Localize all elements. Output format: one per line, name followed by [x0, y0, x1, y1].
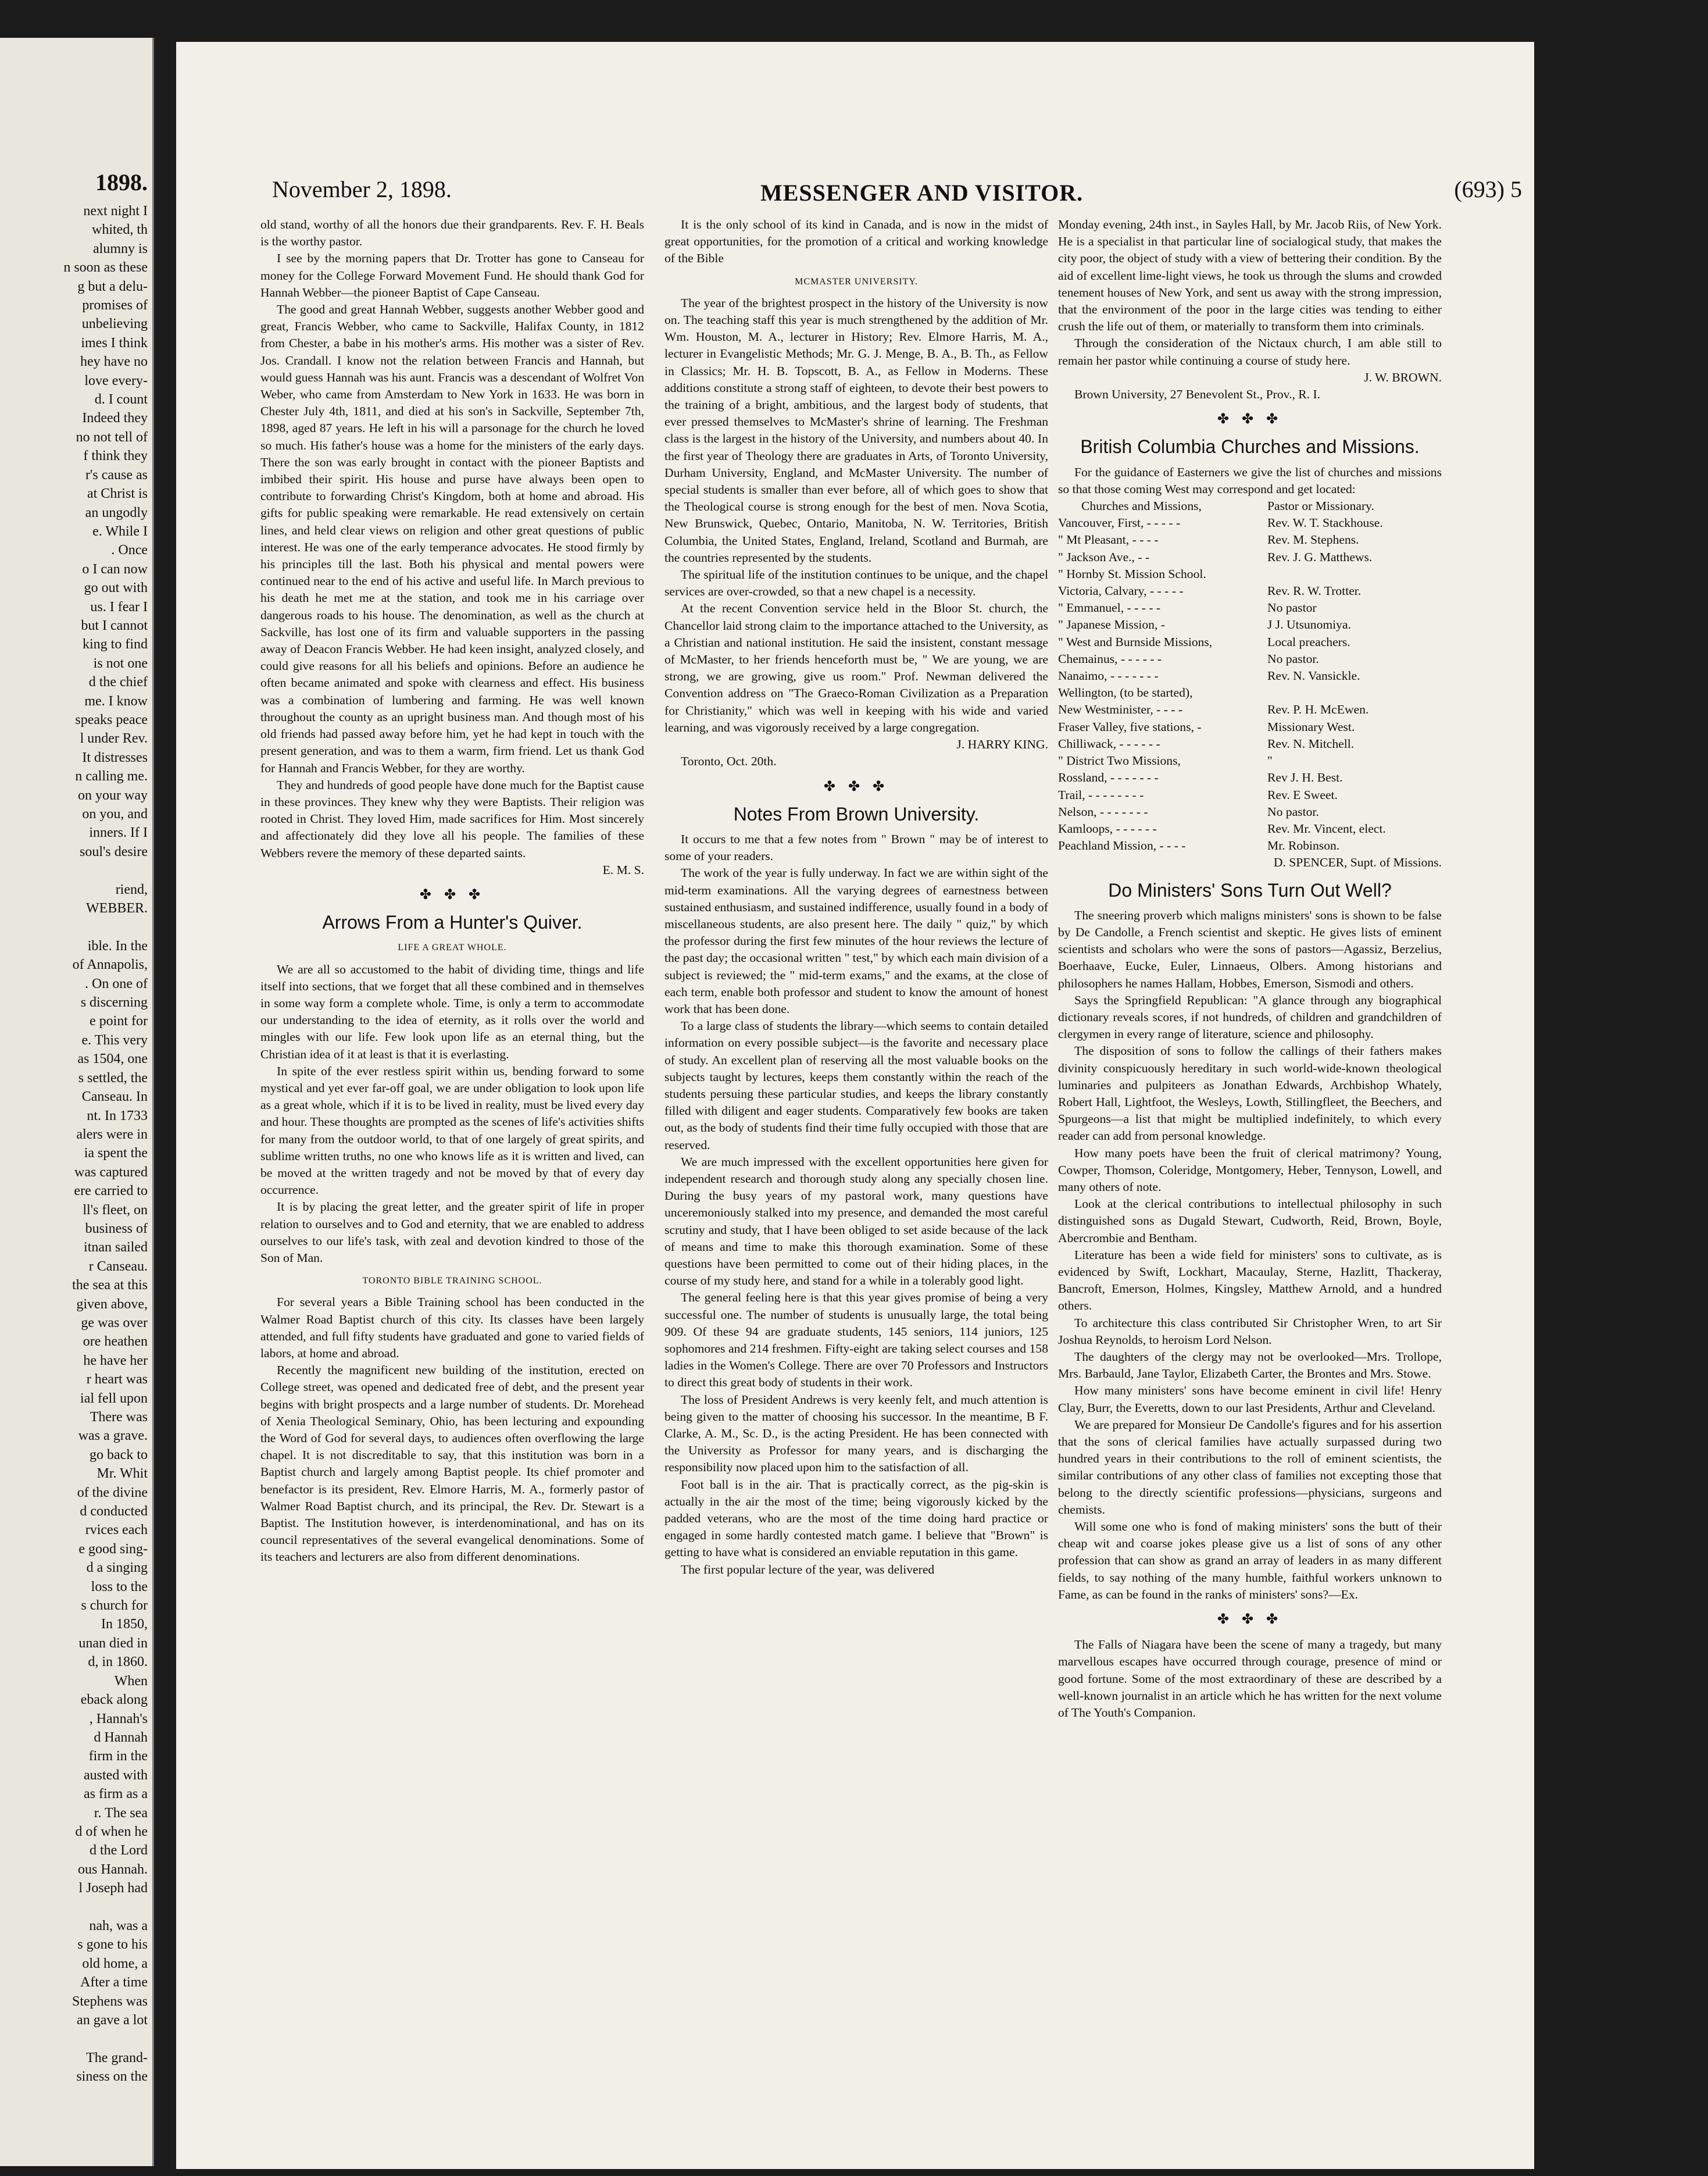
- paragraph: I see by the morning papers that Dr. Trotter has gone to Canseau for money for the College Forward Movement Fund. He should thank God for Hannah Webber—the pioneer Baptist of Cape Canseau.: [260, 251, 644, 299]
- bc-church-pastor: Rev. P. H. McEwen.: [1267, 702, 1369, 717]
- author-address: Brown University, 27 Benevolent St., Prov., R. I.: [1074, 387, 1321, 402]
- bc-church-name: Nanaimo, - - - - - - -: [1058, 669, 1159, 683]
- bc-list-item: [1058, 583, 1442, 600]
- bc-church-pastor: Rev. N. Mitchell.: [1267, 736, 1355, 751]
- bc-church-pastor: Rev. W. T. Stackhouse.: [1267, 516, 1383, 530]
- previous-page-header: 1898.: [95, 169, 148, 195]
- bc-church-pastor: Local preachers.: [1267, 634, 1350, 649]
- bc-list-item: [1058, 684, 1442, 701]
- bc-church-name: " Mt Pleasant, - - - -: [1058, 533, 1159, 547]
- paragraph: We are all so accustomed to the habit of dividing time, things and life itself into sections, that we forget that all these combined and in themselves in some way form a complete whole. Time, is only a term to accommodate our understanding to the idea of eternity, as it rolls over the world and mingles with our life. Few look upon life as an eternal thing, but the Christian idea of it at least is that it is everlasting.: [260, 962, 644, 1061]
- paragraph: The daughters of the clergy may not be overlooked—Mrs. Trollope, Mrs. Barbauld, Jane Taylor, Elizabeth Carter, the Brontes and Mrs. Stowe.: [1058, 1350, 1442, 1381]
- paragraph: Literature has been a wide field for ministers' sons to cultivate, as is evidenced by Swift, Lockhart, Macaulay, Sterne, Hazlitt, Thackeray, Bancroft, Emerson, Holmes, Kingsley, Matthew Arnold, and a hundred others.: [1058, 1247, 1442, 1313]
- bc-church-name: Nelson, - - - - - - -: [1058, 804, 1148, 819]
- paragraph: It occurs to me that a few notes from " Brown " may be of interest to some of your readers.: [664, 832, 1048, 864]
- paragraph: The good and great Hannah Webber, suggests another Webber good and great, Francis Webber, who came to Sackville, Halifax County, in 1812 from Chester, a babe in his mother's arms. His mother was a sister of Rev. Jos. Crandall. I know not the relation between Francis and Hannah, but would guess Hannah was his aunt. Francis was a descendant of Wolfret Von Weber, who came from Amsterdam to New York in 1633. He was born in Chester July 4th, 1811, and died at his son's in Sackville, September 7th, 1898, aged 87 years. He left in his will a parsonage for the church he loved so much. His father's house was a home for the ministers of the early days. There the son was early brought in contact with the pioneer Baptists and imbibed their spirit. His house and purse have always been open to contribute to forwarding Christ's Kingdom, both at home and abroad. His gifts for public speaking were remarkable. He read extensively on certain lines, and held clear views on religion and other great questions of public interest. He was one of the early temperance advocates. He stood firmly by his principles till the last. Both his physical and mental powers were continued near to the end of his active and useful life. In March previous to his death he met me at the station, and took me in his carriage over dangerous roads to his house. The denomination, as well as the church at Sackville, has lost one of its firm and valuable supporters in the passing away of Deacon Francis Webber. He had keen insight, analyzed closely, and could give reasons for all his beliefs and opinions. Before an audience he often became animated and spoke with clearness and effect. His business was a combination of lumbering and farming. He was well known throughout the county as an upright business man. And though most of his old friends had passed away before him, yet he had kept in touch with the present generation, and was to them a warm, firm friend. Let us thank God for Hannah and Francis Webber, for they are worthy.: [260, 302, 644, 775]
- bc-list-item: [1058, 719, 1442, 736]
- paragraph: How many poets have been the fruit of clerical matrimony? Young, Cowper, Thomson, Coleridge, Montgomery, Heber, Tennyson, Lowell, and many others of note.: [1058, 1146, 1442, 1194]
- bc-church-name: Kamloops, - - - - - -: [1058, 821, 1157, 836]
- bc-church-pastor: Rev J. H. Best.: [1267, 770, 1343, 785]
- bc-church-name: Rossland, - - - - - - -: [1058, 770, 1159, 785]
- bc-list-item: [1058, 821, 1442, 837]
- paragraph: It is by placing the great letter, and the greater spirit of life in proper relation to ourselves and to God and eternity, that we are enabled to address ourselves to our life's task, with zeal and devotion kindred to those of the Son of Man.: [260, 1200, 644, 1265]
- paragraph: The disposition of sons to follow the callings of their fathers makes divinity conspicuously hereditary in such world-wide-known theological luminaries and pulpiteers as Jonathan Edwards, Archbishop Whately, Robert Hall, Lightfoot, the Wesleys, Lowth, Stillingfleet, the Beechers, and Spurgeons—a list that might be multiplied indefinitely, to which every reader can add from personal knowledge.: [1058, 1044, 1442, 1143]
- article-headline: Do Ministers' Sons Turn Out Well?: [1108, 879, 1392, 901]
- section-ornament: ✤ ✤ ✤: [1217, 412, 1283, 427]
- paragraph: The year of the brightest prospect in the history of the University is now on. The teaching staff this year is much strengthened by the addition of Mr. Wm. Houston, M. A., lecturer in History; Rev. Elmore Harris, M. A., lecturer in Evangelistic Methods; Mr. G. J. Menge, B. A., B. Th., as Fellow in Classics; Mr. H. B. Topscott, B. A., as Fellow in Moderns. These additions constitute a strong staff of eighteen, to devote their best powers to the training of a bright, ambitious, and the largest body of students, that ever pressed themselves to McMaster's shrine of learning. The Freshman class is the largest in the history of the University, and numbers about 40. In the first year of Theology there are graduates in Arts, of Toronto University, Durham University, England, and McMaster University. The number of special students is smaller than ever before, all of which goes to show that the Theological course is strong enough for the best of men. Nova Scotia, New Brunswick, Quebec, Ontario, Manitoba, N. W. Territories, British Columbia, the United States, England, Ireland, Scotland and Burmah, are the countries represented by the students.: [664, 295, 1048, 565]
- bc-list-item: [1058, 616, 1442, 633]
- bc-list-item: [1058, 651, 1442, 668]
- previous-page-column: [2, 38, 148, 2086]
- bc-list-item: [1058, 531, 1442, 548]
- bc-list-item: [1058, 769, 1442, 786]
- bc-list-item: [1058, 837, 1442, 854]
- section-ornament: ✤ ✤ ✤: [419, 887, 485, 902]
- paragraph: The general feeling here is that this year gives promise of being a very successful one. The number of students is unusually large, the total being 909. Of these 94 are graduate students, 145 seniors, 114 juniors, 125 sophomores and 214 freshmen. Fifty-eight are taking select courses and 158 ladies in the Women's College. There are over 70 Professors and Instructors to direct this great body of students in their work.: [664, 1290, 1048, 1390]
- bc-church-name: Chilliwack, - - - - - -: [1058, 736, 1160, 751]
- bc-list-item: [1058, 515, 1442, 531]
- bc-church-pastor: [1267, 566, 1442, 583]
- bc-header-pastor: Pastor or Missionary.: [1267, 499, 1374, 513]
- article-headline: British Columbia Churches and Missions.: [1080, 436, 1420, 458]
- bc-list-item: [1058, 701, 1442, 718]
- bc-church-name: Trail, - - - - - - - -: [1058, 787, 1144, 802]
- issue-date: November 2, 1898.: [272, 176, 452, 202]
- section-subheading: LIFE A GREAT WHOLE.: [398, 943, 507, 953]
- bc-church-pastor: No pastor: [1267, 601, 1317, 615]
- bc-list-item: [1058, 787, 1442, 804]
- paragraph: For the guidance of Easterners we give the list of churches and missions so that those coming West may correspond and get located:: [1058, 465, 1442, 496]
- article-headline: Notes From Brown University.: [733, 803, 980, 825]
- paragraph: Will some one who is fond of making ministers' sons the butt of their cheap wit and coarse jokes please give us a list of sons of any other profession that can show as grand an array of leaders in as many different fields, to say nothing of the many humble, faithful workers unknown to Fame, as can be found in the ranks of ministers' sons?—Ex.: [1058, 1519, 1442, 1601]
- bc-church-name: New Westminister, - - - -: [1058, 702, 1183, 717]
- bc-church-pastor: Rev. J. G. Matthews.: [1267, 550, 1373, 564]
- bc-church-name: " Emmanuel, - - - - -: [1058, 601, 1161, 615]
- paragraph: The first popular lecture of the year, was delivered: [681, 1562, 935, 1576]
- paragraph: Through the consideration of the Nictaux church, I am able still to remain her pastor while continuing a course of study here.: [1058, 336, 1442, 368]
- page-number: (693) 5: [1454, 176, 1522, 202]
- bc-list-header: [1058, 498, 1442, 515]
- bc-church-name: Fraser Valley, five stations, -: [1058, 719, 1202, 734]
- bc-list-item: [1058, 752, 1442, 769]
- bc-list-item: [1058, 600, 1442, 616]
- bc-church-name: " Japanese Mission, -: [1058, 618, 1165, 632]
- paragraph: Says the Springfield Republican: "A glance through any biographical dictionary reveals scores, if not hundreds, of children and grandchildren of clergymen in every range of literature, science and philosophy.: [1058, 993, 1442, 1041]
- bc-header-churches: Churches and Missions,: [1081, 499, 1202, 513]
- author-signature: J. W. BROWN.: [1364, 370, 1442, 384]
- paragraph: The spiritual life of the institution continues to be unique, and the chapel services are over-crowded, so that a new chapel is a necessity.: [664, 568, 1048, 599]
- bc-list-item: [1058, 549, 1442, 566]
- bc-church-pastor: No pastor.: [1267, 651, 1319, 666]
- paragraph: The work of the year is fully underway. In fact we are within sight of the mid-term examinations. All the varying degrees of earnestness between sustained enthusiasm, and sustained indifference, usually found in a body of miscellaneous students, are also present here. The daily " quiz," by which the professor during the first few minutes of the hour reviews the lecture of the past day; the occasional written " test," by which each main division of a subject is reviewed; the " mid-term exams," and the exams, at the close of each term, enable both professor and student to know the amount of honest work that has been done.: [664, 866, 1048, 1016]
- author-signature: E. M. S.: [602, 862, 644, 877]
- bc-list-item: [1058, 566, 1442, 583]
- bc-list-item: [1058, 804, 1442, 821]
- bc-church-pastor: J J. Utsunomiya.: [1267, 618, 1351, 632]
- author-signature: J. HARRY KING.: [956, 737, 1048, 752]
- paragraph: Recently the magnificent new building of the institution, erected on College street, was opened and dedicated free of debt, and the present year begins with bright prospects and a large number of students. Dr. Morehead of Xenia Theological Seminary, Ohio, has been lecturing and expounding the Word of God for several days, to audiences often overflowing the large chapel. It is not discreditable to say, that this institution was born in a Baptist church and largely among Baptist people. Its chief promoter and benefactor is its president, Rev. Elmore Harris, M. A., formerly pastor of Walmer Road Baptist church, and its principal, the Rev. Dr. Stewart is a Baptist. The Institution however, is interdenominational, and has on its council representatives of the several evangelical denominations. Some of its teachers and lecturers are also from different denominations.: [260, 1363, 644, 1564]
- paragraph: How many ministers' sons have become eminent in civil life! Henry Clay, Burr, the Everetts, down to our last Presidents, Arthur and Cleveland.: [1058, 1383, 1442, 1415]
- bc-church-pastor: Rev. E Sweet.: [1267, 787, 1338, 802]
- bc-list-item: [1058, 668, 1442, 684]
- newspaper-page: [176, 42, 1534, 2169]
- page-header: [272, 176, 1522, 211]
- paragraph: At the recent Convention service held in the Bloor St. church, the Chancellor laid strong claim to the importance attached to the University, as a Christian and national institution. He said the insistent, constant message of McMaster, to her friends henceforth must be, " We are young, we are strong, we are growing, give us room." Prof. Newman delivered the Convention address on "The Graeco-Roman Civilization as a Preparation for Christianity," which was well in keeping with his wide and varied learning, and was vigorously received by a large congregation.: [664, 601, 1048, 734]
- bc-list-item: [1058, 736, 1442, 752]
- paragraph: Look at the clerical contributions to intellectual philosophy in such distinguished sons as Dugald Stewart, Cudworth, Reid, Brown, Boyle, Abercrombie and Bentham.: [1058, 1197, 1442, 1245]
- paragraph: They and hundreds of good people have done much for the Baptist cause in these provinces. They knew why they were Baptists. Their religion was rooted in Christ. They loved Him, made sacrifices for Him. Most sincerely and affectionately did they love all his people. The families of these Webbers revere the memory of these departed saints.: [260, 777, 644, 860]
- bc-church-pastor: Rev. N. Vansickle.: [1267, 669, 1360, 683]
- bc-church-name: Chemainus, - - - - - -: [1058, 651, 1162, 666]
- bc-church-name: " District Two Missions,: [1058, 754, 1181, 768]
- dateline: Toronto, Oct. 20th.: [681, 754, 777, 769]
- previous-page-text: next night I whited, th alumny is n soon as these g but a delu- promises of unbelieving imes I think hey have no love every- d. I count Indeed they no not tell of f think they r's cause as at Christ is an ungodly e. While I . Once o I can now go out with us. I fear I but I cannot king to find is not one d the chief me. I know speaks peace l under Rev. It distresses n calling me. on your way on you, and inners. If I soul's desire riend, WEBBER. ible. In the of Annapolis, . On one of s discerning e point for e. This very as 1504, one s settled, the Canseau. In nt. In 1733 alers were in ia spent the was captured ere carried to ll's fleet, on business of itnan sailed r Canseau. the sea at this given above, ge was over ore heathen he have her r heart was ial fell upon There was was a grave. go back to Mr. Whit of the divine d conducted rvices each e good sing- d a singing loss to the s church for In 1850, unan died in d, in 1860. When eback along , Hannah's d Hannah firm in the austed with as firm as a r. The sea d of when he d the Lord ous Hannah. l Joseph had nah, was a s gone to his old home, a After a time Stephens was an gave a lot The grand- siness on the: [63, 204, 148, 2085]
- author-signature: D. SPENCER, Supt. of Missions.: [1273, 855, 1442, 870]
- bc-church-list: [1058, 515, 1442, 854]
- paragraph: We are prepared for Monsieur De Candolle's figures and for his assertion that the sons of clerical families have actually surpassed during two hundred years in their contributions to the roll of eminent scientists, the similar contributions of any other class of families not excepting those that belong to the directly scientific professions—physicians, surgeons and chemists.: [1058, 1417, 1442, 1517]
- bc-church-name: Wellington, (to be started),: [1058, 686, 1193, 700]
- paragraph: It is the only school of its kind in Canada, and is now in the midst of great opportunities, for the promotion of a critical and working knowledge of the Bible: [664, 217, 1048, 266]
- bc-church-pastor: Rev. M. Stephens.: [1267, 533, 1359, 547]
- section-ornament: ✤ ✤ ✤: [1217, 1612, 1283, 1628]
- paragraph: old stand, worthy of all the honors due their grandparents. Rev. F. H. Beals is the worthy pastor.: [260, 217, 644, 249]
- section-ornament: ✤ ✤ ✤: [823, 779, 889, 794]
- paragraph: In spite of the ever restless spirit within us, bending forward to some mystical and yet ever far-off goal, we are under obligation to look upon life as a great whole, which if it is to be lived in reality, must be lived every day and hour. These thoughts are prompted as the scenes of life's activities shifts for many from the outdoor world, to that of one largely of great spirits, and sublime written truths, no one who knows life as it is written and lived, can be moved at the written tragedy and not be moved by that of every day occurrence.: [260, 1064, 644, 1197]
- paragraph: To architecture this class contributed Sir Christopher Wren, to art Sir Joshua Reynolds, to heroism Lord Nelson.: [1058, 1315, 1442, 1347]
- article-headline: Arrows From a Hunter's Quiver.: [322, 912, 583, 933]
- paragraph: For several years a Bible Training school has been conducted in the Walmer Road Baptist church of this city. Its classes have been largely attended, and full fifty students have graduated and gone to varied fields of labors, at home and abroad.: [260, 1295, 644, 1360]
- paragraph: The loss of President Andrews is very keenly felt, and much attention is being given to the matter of choosing his successor. In the meantime, B F. Clarke, A. M., Sc. D., is the acting President. He has been connected with the University as Professor for many years, and is discharging the responsibility now placed upon him to the satisfaction of all.: [664, 1392, 1048, 1475]
- section-subheading: TORONTO BIBLE TRAINING SCHOOL.: [362, 1276, 542, 1286]
- paragraph: Monday evening, 24th inst., in Sayles Hall, by Mr. Jacob Riis, of New York. He is a specialist in that particular line of socialogical study, that makes the city poor, the object of study with a view of bettering their condition. By the aid of excellent lime-light views, he took us through the slums and crowded tenement houses of New York, and sent us away with the strong impression, that the environment of the poor in the large cities was tending to either crush the life out of them, or materially to transform them into criminals.: [1058, 217, 1442, 334]
- bc-church-pastor: Mr. Robinson.: [1267, 839, 1340, 853]
- bc-church-pastor: Missionary West.: [1267, 719, 1355, 734]
- paragraph: The sneering proverb which maligns ministers' sons is shown to be false by De Candolle, a French scientist and skeptic. He gives lists of eminent scientists and scholars who were the sons of pastors—Agassiz, Berzelius, Boerhaave, Eucke, Euler, Linnaeus, Olbers. Among historians and philosophers he names Hallam, Hobbes, Emerson, Sismodi and others.: [1058, 908, 1442, 990]
- bc-church-pastor: [1267, 684, 1442, 701]
- paragraph: The Falls of Niagara have been the scene of many a tragedy, but many marvellous escapes have occurred through courage, presence of mind or good fortune. Some of the most extraordinary of these are described by a well-known journalist in an article which he has written for the next volume of The Youth's Companion.: [1058, 1638, 1442, 1720]
- bc-church-name: Victoria, Calvary, - - - - -: [1058, 584, 1184, 598]
- paragraph: We are much impressed with the excellent opportunities here given for independent research and thorough study along any specially chosen line. During the busy years of my pastoral work, many questions have unceremoniously stalked into my presence, and demanded the most careful scrutiny and study, that I have been obliged to set aside because of the lack of means and time to make this thorough examination. Some of these questions have been permitted to come out of their hiding places, in the course of my study here, and stand for a while in a tolerably good light.: [664, 1154, 1048, 1288]
- bc-church-pastor: Rev. R. W. Trotter.: [1267, 584, 1362, 598]
- previous-page-edge: [0, 38, 154, 2166]
- bc-church-name: " West and Burnside Missions,: [1058, 634, 1213, 649]
- bc-church-pastor: Rev. Mr. Vincent, elect.: [1267, 821, 1386, 836]
- bc-church-name: " Hornby St. Mission School.: [1058, 566, 1206, 581]
- section-subheading: MCMASTER UNIVERSITY.: [795, 276, 918, 287]
- bc-church-name: " Jackson Ave., - -: [1058, 550, 1150, 564]
- column-3: [1058, 216, 1442, 1721]
- bc-church-name: Vancouver, First, - - - - -: [1058, 516, 1181, 530]
- bc-church-pastor: ": [1267, 754, 1273, 768]
- column-2: [664, 216, 1048, 1578]
- paragraph: Foot ball is in the air. That is practically correct, as the pig-skin is actually in the air the most of the time; being vigorously kicked by the padded veterans, who are the most of the time doing hard practice or engaged in some hardly contested match game. I believe that "Brown" is getting to have what is considered an enviable reputation in this game.: [664, 1477, 1048, 1560]
- column-1: [260, 216, 644, 1566]
- masthead-title: MESSENGER AND VISITOR.: [760, 180, 1084, 206]
- bc-church-name: Peachland Mission, - - - -: [1058, 839, 1186, 853]
- paragraph: To a large class of students the library—which seems to contain detailed information on every possible subject—is the favorite and necessary place of study. An excellent plan of reserving all the most valuable books on the subjects taught by lectures, keeps them constantly within the reach of the students persuing these particular studies, and keeps the library constantly filled with diligent and eager students. Comparatively few books are taken out, as the body of students find their time fully occupied with those that are reserved.: [664, 1019, 1048, 1152]
- bc-church-pastor: No pastor.: [1267, 804, 1319, 819]
- bc-list-item: [1058, 634, 1442, 651]
